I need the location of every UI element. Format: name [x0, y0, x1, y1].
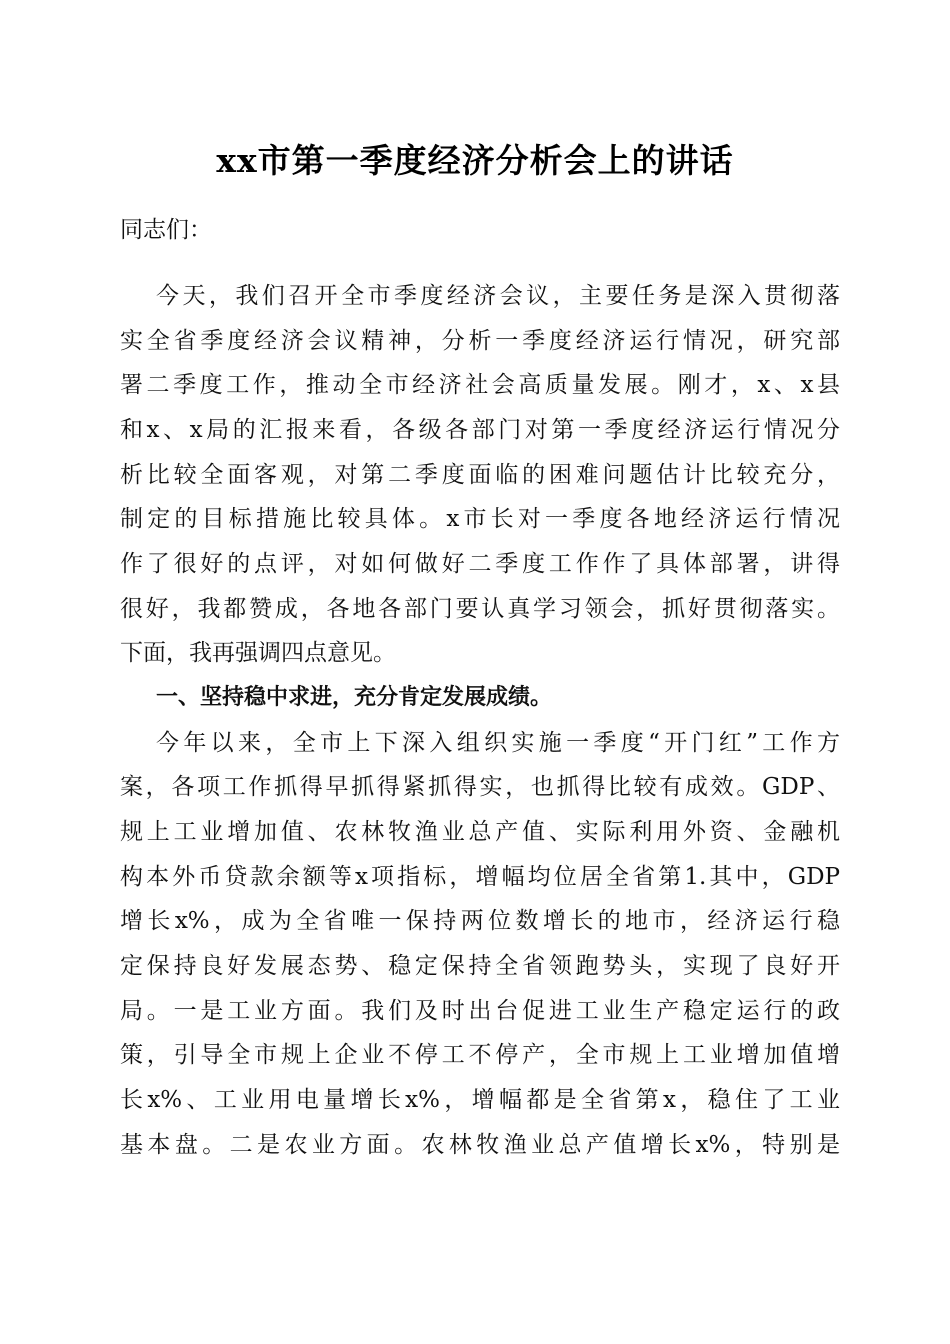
- paragraph-line: 规上工业增加值、农林牧渔业总产值、实际利用外资、金融机: [120, 819, 840, 845]
- paragraph-line: 案，各项工作抓得早抓得紧抓得实，也抓得比较有成效。GDP、: [120, 774, 840, 800]
- paragraph-line: 制定的目标措施比较具体。x市长对一季度各地经济运行情况: [120, 506, 840, 532]
- section-heading: 一、坚持稳中求进，充分肯定发展成绩。: [156, 685, 553, 710]
- paragraph-line: 和x、x局的汇报来看，各级各部门对第一季度经济运行情况分: [120, 417, 840, 443]
- paragraph-line: 作了很好的点评，对如何做好二季度工作作了具体部署，讲得: [120, 551, 840, 577]
- salutation: 同志们：: [120, 217, 212, 243]
- paragraph-line: 今天，我们召开全市季度经济会议，主要任务是深入贯彻落: [156, 283, 840, 309]
- paragraph-line: 析比较全面客观，对第二季度面临的困难问题估计比较充分，: [120, 462, 840, 488]
- paragraph-line: 今年以来，全市上下深入组织实施一季度“开门红”工作方: [156, 730, 840, 756]
- paragraph-line: 很好，我都赞成，各地各部门要认真学习领会，抓好贯彻落实。: [120, 596, 840, 622]
- paragraph-line: 策，引导全市规上企业不停工不停产，全市规上工业增加值增: [120, 1042, 840, 1068]
- paragraph-line: 增长x%，成为全省唯一保持两位数增长的地市，经济运行稳: [120, 908, 840, 934]
- paragraph-line: 构本外币贷款余额等x项指标，增幅均位居全省第1.其中，GDP: [120, 864, 840, 890]
- document-title: xx市第一季度经济分析会上的讲话: [216, 141, 734, 180]
- paragraph-line: 实全省季度经济会议精神，分析一季度经济运行情况，研究部: [120, 328, 840, 354]
- paragraph-line: 局。一是工业方面。我们及时出台促进工业生产稳定运行的政: [120, 998, 840, 1024]
- paragraph-line: 下面，我再强调四点意见。: [120, 640, 396, 666]
- paragraph-line: 署二季度工作，推动全市经济社会高质量发展。刚才，x、x县: [120, 372, 840, 398]
- paragraph-line: 定保持良好发展态势、稳定保持全省领跑势头，实现了良好开: [120, 953, 840, 979]
- paragraph-line: 长x%、工业用电量增长x%，增幅都是全省第x，稳住了工业: [120, 1087, 840, 1113]
- paragraph-line: 基本盘。二是农业方面。农林牧渔业总产值增长x%，特别是: [120, 1132, 840, 1158]
